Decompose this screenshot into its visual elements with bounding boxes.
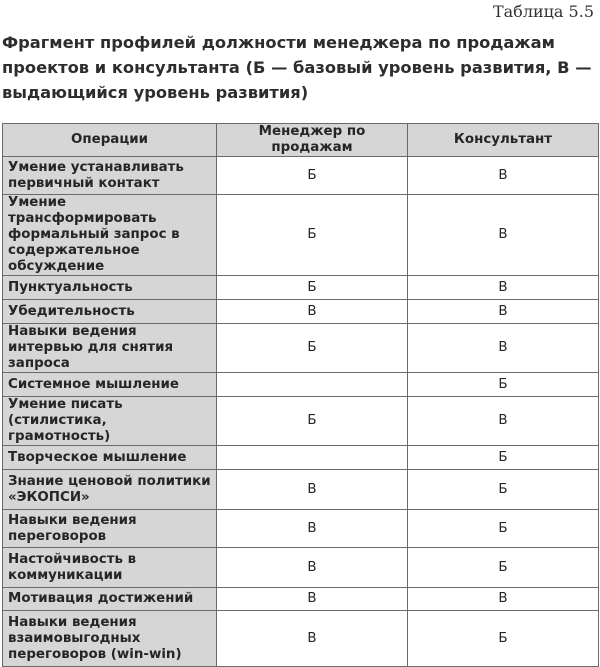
operation-cell: Навыки ведения переговоров <box>3 510 217 548</box>
table-row <box>3 300 599 324</box>
manager-level-cell: Б <box>217 157 408 195</box>
table-row <box>3 548 599 588</box>
operation-cell: Системное мышление <box>3 373 217 397</box>
consultant-level-cell: В <box>408 195 599 276</box>
table-row <box>3 157 599 195</box>
manager-level-cell: Б <box>217 195 408 276</box>
table-number: Таблица 5.5 <box>492 2 594 21</box>
consultant-level-cell: Б <box>408 446 599 470</box>
table-row <box>3 470 599 510</box>
consultant-level-cell: Б <box>408 611 599 667</box>
consultant-level-cell: Б <box>408 373 599 397</box>
operation-cell: Настойчивость в коммуникации <box>3 548 217 588</box>
table-row <box>3 446 599 470</box>
table-row <box>3 510 599 548</box>
header-manager: Менеджер по продажам <box>217 124 408 157</box>
table-row <box>3 373 599 397</box>
operation-cell: Творческое мышление <box>3 446 217 470</box>
manager-level-cell <box>217 373 408 397</box>
manager-level-cell: В <box>217 611 408 667</box>
table-row <box>3 324 599 373</box>
manager-level-cell: В <box>217 588 408 611</box>
operation-cell: Навыки ведения интервью для снятия запроса <box>3 324 217 373</box>
manager-level-cell: В <box>217 510 408 548</box>
table-row <box>3 195 599 276</box>
manager-level-cell: В <box>217 300 408 324</box>
manager-level-cell <box>217 446 408 470</box>
manager-level-cell: Б <box>217 397 408 446</box>
consultant-level-cell: В <box>408 397 599 446</box>
competency-table <box>2 123 599 667</box>
table-row <box>3 611 599 667</box>
manager-level-cell: В <box>217 548 408 588</box>
consultant-level-cell: В <box>408 588 599 611</box>
operation-cell: Убедительность <box>3 300 217 324</box>
operation-cell: Мотивация достижений <box>3 588 217 611</box>
table-row <box>3 276 599 300</box>
manager-level-cell: В <box>217 470 408 510</box>
consultant-level-cell: Б <box>408 548 599 588</box>
consultant-level-cell: В <box>408 276 599 300</box>
table-row <box>3 588 599 611</box>
operation-cell: Знание ценовой политики «ЭКОПСИ» <box>3 470 217 510</box>
manager-level-cell: Б <box>217 276 408 300</box>
manager-level-cell: Б <box>217 324 408 373</box>
consultant-level-cell: В <box>408 300 599 324</box>
consultant-level-cell: Б <box>408 470 599 510</box>
operation-cell: Умение устанавливать первичный контакт <box>3 157 217 195</box>
header-consultant: Консультант <box>408 124 599 157</box>
operation-cell: Умение писать (стилистика, грамотность) <box>3 397 217 446</box>
header-operations: Операции <box>3 124 217 157</box>
operation-cell: Навыки ведения взаимовыгодных переговоров (win-win) <box>3 611 217 667</box>
operation-cell: Пунктуальность <box>3 276 217 300</box>
consultant-level-cell: В <box>408 324 599 373</box>
table-title: Фрагмент профилей должности менеджера по продажам проектов и консультанта (Б — базовый уровень развития, В — выдающийся уровень развития) <box>2 33 592 102</box>
header-row <box>3 124 599 157</box>
consultant-level-cell: Б <box>408 510 599 548</box>
table-row <box>3 397 599 446</box>
operation-cell: Умение трансформировать формальный запрос в содержательное обсуждение <box>3 195 217 276</box>
consultant-level-cell: В <box>408 157 599 195</box>
